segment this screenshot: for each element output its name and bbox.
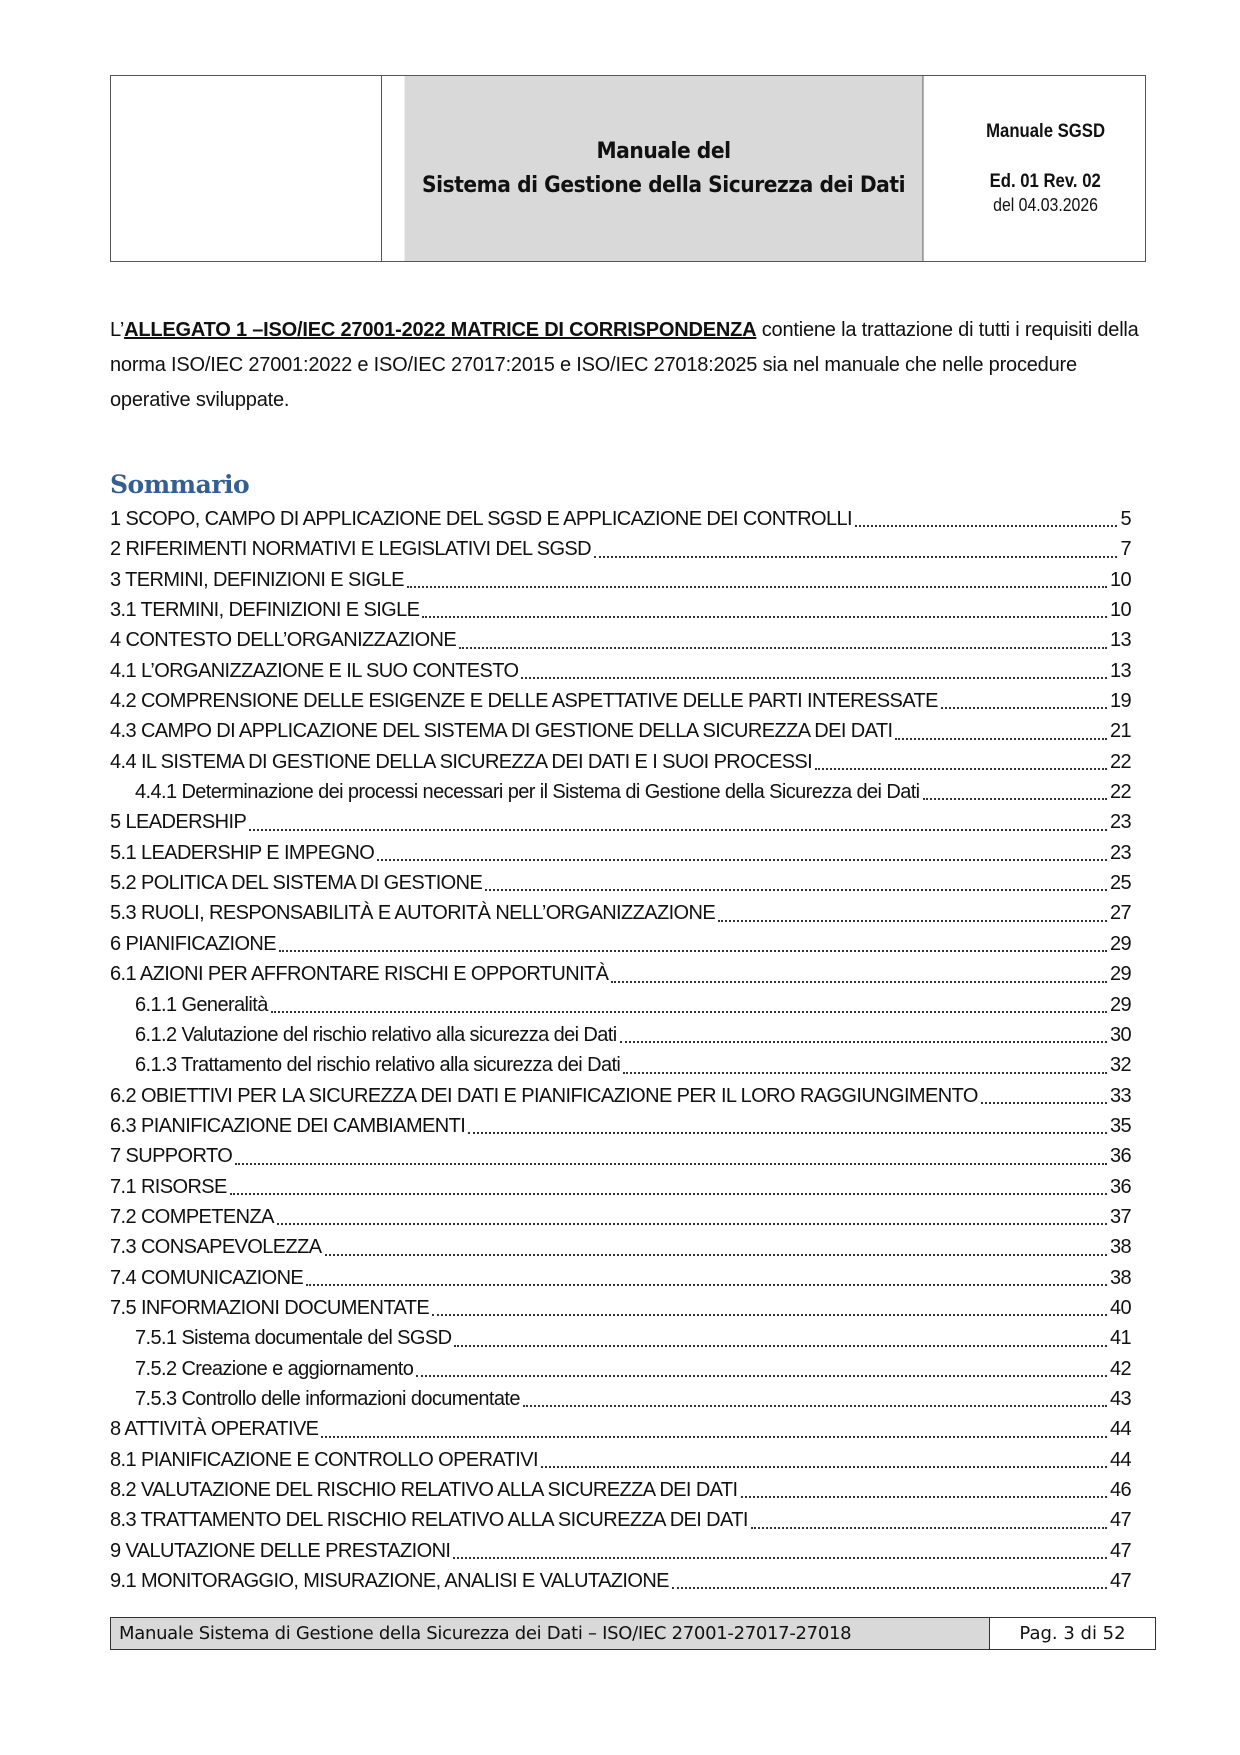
toc-entry[interactable]	[110, 1297, 1131, 1327]
table-of-contents	[110, 508, 1131, 1600]
toc-entry-title: 1 SCOPO, CAMPO DI APPLICAZIONE DEL SGSD E APPLICAZIONE DEI CONTROLLI	[110, 508, 852, 530]
toc-entry-page: 10	[1109, 568, 1131, 591]
toc-leader-dots	[432, 1314, 1107, 1316]
toc-entry[interactable]	[110, 751, 1131, 781]
toc-entry[interactable]	[110, 1085, 1131, 1115]
toc-entry[interactable]	[110, 1145, 1131, 1175]
toc-entry-title: 6.3 PIANIFICAZIONE DEI CAMBIAMENTI	[110, 1114, 466, 1137]
toc-entry-page: 10	[1109, 599, 1131, 622]
toc-entry-page: 25	[1109, 872, 1131, 895]
toc-entry[interactable]	[110, 872, 1131, 902]
toc-leader-dots	[271, 1011, 1107, 1013]
toc-entry-page: 47	[1109, 1509, 1131, 1532]
toc-leader-dots	[279, 950, 1107, 952]
toc-entry-page: 42	[1109, 1357, 1131, 1380]
toc-entry-page: 21	[1109, 720, 1131, 743]
toc-entry-title: 6.2 OBIETTIVI PER LA SICUREZZA DEI DATI E PIANIFICAZIONE PER IL LORO RAGGIUNGIMENTO	[110, 1084, 978, 1107]
toc-entry-page: 47	[1109, 1539, 1131, 1562]
toc-entry-title: 7.2 COMPETENZA	[110, 1205, 274, 1228]
toc-entry[interactable]	[110, 994, 1131, 1024]
toc-leader-dots	[941, 707, 1107, 709]
toc-leader-dots	[751, 1527, 1107, 1529]
toc-entry[interactable]	[110, 1540, 1131, 1570]
toc-heading: Sommario	[110, 470, 250, 499]
toc-entry-page: 27	[1109, 902, 1131, 925]
toc-entry-title: 8.3 TRATTAMENTO DEL RISCHIO RELATIVO ALLA SICUREZZA DEI DATI	[110, 1509, 748, 1532]
intro-text: contiene la trattazione di tutti i requisiti della norma ISO/IEC 27001:2022 e ISO/IEC 27017:2015 e ISO/IEC 27018:2025 sia nel manuale che nelle procedure operative sviluppate.	[110, 319, 1139, 411]
document-header-table	[110, 75, 1146, 262]
toc-entry-page: 40	[1109, 1296, 1131, 1319]
intro-prefix: L’	[110, 319, 125, 341]
toc-leader-dots	[416, 1375, 1107, 1377]
toc-leader-dots	[523, 1405, 1107, 1407]
toc-entry[interactable]	[110, 690, 1131, 720]
toc-leader-dots	[306, 1284, 1107, 1286]
toc-entry-title: 7.4 COMUNICAZIONE	[110, 1266, 304, 1289]
toc-leader-dots	[235, 1163, 1107, 1165]
toc-leader-dots	[521, 677, 1107, 679]
revision-date: del 04.03.2026	[993, 195, 1098, 215]
toc-leader-dots	[377, 859, 1107, 861]
toc-entry-page: 22	[1109, 750, 1131, 773]
toc-leader-dots	[453, 1557, 1107, 1559]
toc-entry[interactable]	[110, 1570, 1131, 1600]
toc-entry-title: 5 LEADERSHIP	[110, 811, 247, 834]
toc-entry[interactable]	[110, 781, 1131, 811]
toc-entry[interactable]	[110, 811, 1131, 841]
toc-leader-dots	[623, 1072, 1107, 1074]
toc-leader-dots	[468, 1132, 1107, 1134]
toc-entry-page: 30	[1109, 1023, 1131, 1046]
toc-entry[interactable]	[110, 599, 1131, 629]
toc-entry-title: 6.1.1 Generalità	[135, 993, 268, 1016]
toc-entry-title: 4.4 IL SISTEMA DI GESTIONE DELLA SICUREZZA DEI DATI E I SUOI PROCESSI	[110, 750, 813, 773]
page-footer	[110, 1617, 1156, 1650]
toc-entry-page: 5	[1120, 508, 1131, 530]
toc-entry-page: 35	[1109, 1114, 1131, 1137]
document-title-line1: Manuale del	[596, 138, 731, 164]
toc-entry-page: 36	[1109, 1175, 1131, 1198]
toc-entry-title: 7.5.1 Sistema documentale del SGSD	[135, 1327, 452, 1350]
toc-entry[interactable]	[110, 1327, 1131, 1357]
toc-leader-dots	[611, 981, 1107, 983]
toc-entry-page: 33	[1109, 1084, 1131, 1107]
toc-leader-dots	[541, 1466, 1107, 1468]
toc-entry-title: 6.1.2 Valutazione del rischio relativo alla sicurezza dei Dati	[135, 1023, 617, 1046]
toc-entry-page: 38	[1109, 1266, 1131, 1289]
toc-entry-title: 7.5 INFORMAZIONI DOCUMENTATE	[110, 1296, 430, 1319]
toc-entry-page: 29	[1109, 993, 1131, 1016]
toc-leader-dots	[325, 1254, 1107, 1256]
toc-entry-page: 41	[1109, 1327, 1131, 1350]
toc-entry-page: 13	[1109, 629, 1131, 652]
toc-entry-title: 6.1 AZIONI PER AFFRONTARE RISCHI E OPPORTUNITÀ	[110, 963, 609, 986]
toc-entry[interactable]	[110, 660, 1131, 690]
annex-reference-link[interactable]: ALLEGATO 1 –ISO/IEC 27001-2022 MATRICE DI CORRISPONDENZA	[124, 319, 757, 341]
toc-entry[interactable]	[110, 1388, 1131, 1418]
document-code: Manuale SGSD	[986, 121, 1105, 142]
toc-leader-dots	[594, 556, 1117, 558]
footer-page-number: Pag. 3 di 52	[1019, 1623, 1126, 1644]
toc-entry[interactable]	[110, 538, 1131, 568]
intro-paragraph	[110, 313, 1140, 418]
toc-entry-title: 6.1.3 Trattamento del rischio relativo alla sicurezza dei Dati	[135, 1054, 621, 1077]
toc-entry-page: 44	[1109, 1418, 1131, 1441]
toc-leader-dots	[741, 1496, 1107, 1498]
toc-entry-page: 38	[1109, 1236, 1131, 1259]
toc-entry-title: 4.4.1 Determinazione dei processi necessari per il Sistema di Gestione della Sicurezza dei Dati	[135, 781, 920, 804]
toc-entry-page: 29	[1109, 963, 1131, 986]
toc-entry-title: 4 CONTESTO DELL’ORGANIZZAZIONE	[110, 629, 457, 652]
toc-entry-page: 43	[1109, 1387, 1131, 1410]
toc-entry-title: 4.1 L’ORGANIZZAZIONE E IL SUO CONTESTO	[110, 659, 519, 682]
toc-entry-title: 8.1 PIANIFICAZIONE E CONTROLLO OPERATIVI	[110, 1448, 538, 1471]
toc-entry-page: 22	[1109, 781, 1131, 804]
toc-entry[interactable]	[110, 1267, 1131, 1297]
toc-entry-page: 7	[1120, 538, 1131, 561]
toc-leader-dots	[249, 829, 1107, 831]
toc-leader-dots	[485, 889, 1107, 891]
toc-entry-title: 7.5.2 Creazione e aggiornamento	[135, 1357, 414, 1380]
document-meta-cell	[946, 76, 1145, 261]
toc-entry[interactable]	[110, 1509, 1131, 1539]
toc-entry[interactable]	[110, 1206, 1131, 1236]
toc-entry-title: 5.1 LEADERSHIP E IMPEGNO	[110, 841, 375, 864]
toc-entry[interactable]	[110, 933, 1131, 963]
toc-entry[interactable]	[110, 629, 1131, 659]
toc-entry[interactable]	[110, 1449, 1131, 1479]
toc-entry-title: 9.1 MONITORAGGIO, MISURAZIONE, ANALISI E VALUTAZIONE	[110, 1570, 669, 1593]
toc-entry[interactable]	[110, 720, 1131, 750]
toc-entry[interactable]	[110, 1418, 1131, 1448]
toc-leader-dots	[407, 586, 1107, 588]
toc-entry[interactable]	[110, 508, 1131, 538]
toc-entry-title: 2 RIFERIMENTI NORMATIVI E LEGISLATIVI DEL SGSD	[110, 538, 592, 561]
toc-entry-page: 13	[1109, 659, 1131, 682]
toc-entry-title: 7.1 RISORSE	[110, 1175, 227, 1198]
toc-entry-title: 3.1 TERMINI, DEFINIZIONI E SIGLE	[110, 599, 420, 622]
edition-revision: Ed. 01 Rev. 02	[989, 171, 1102, 192]
toc-entry[interactable]	[110, 569, 1131, 599]
toc-entry-title: 4.3 CAMPO DI APPLICAZIONE DEL SISTEMA DI GESTIONE DELLA SICUREZZA DEI DATI	[110, 720, 893, 743]
toc-entry[interactable]	[110, 842, 1131, 872]
toc-leader-dots	[981, 1102, 1107, 1104]
toc-leader-dots	[895, 738, 1106, 740]
toc-entry-page: 23	[1109, 811, 1131, 834]
toc-entry[interactable]	[110, 1024, 1131, 1054]
toc-entry-title: 4.2 COMPRENSIONE DELLE ESIGENZE E DELLE ASPETTATIVE DELLE PARTI INTERESSATE	[110, 690, 938, 713]
toc-entry-title: 5.3 RUOLI, RESPONSABILITÀ E AUTORITÀ NELL’ORGANIZZAZIONE	[110, 902, 716, 925]
toc-leader-dots	[672, 1587, 1107, 1589]
toc-entry-title: 8.2 VALUTAZIONE DEL RISCHIO RELATIVO ALLA SICUREZZA DEI DATI	[110, 1479, 738, 1501]
toc-entry-title: 7 SUPPORTO	[110, 1145, 233, 1168]
toc-entry-page: 47	[1109, 1570, 1131, 1593]
toc-leader-dots	[422, 616, 1107, 618]
toc-entry-title: 6 PIANIFICAZIONE	[110, 932, 276, 955]
toc-entry-title: 5.2 POLITICA DEL SISTEMA DI GESTIONE	[110, 872, 483, 895]
toc-entry[interactable]	[110, 1115, 1131, 1145]
footer-document-label: Manuale Sistema di Gestione della Sicurezza dei Dati – ISO/IEC 27001-27017-27018	[111, 1618, 990, 1649]
toc-entry-page: 19	[1109, 690, 1131, 713]
toc-entry[interactable]	[110, 1054, 1131, 1084]
toc-leader-dots	[718, 920, 1107, 922]
toc-entry-title: 9 VALUTAZIONE DELLE PRESTAZIONI	[110, 1539, 451, 1562]
toc-entry-title: 3 TERMINI, DEFINIZIONI E SIGLE	[110, 568, 404, 591]
toc-leader-dots	[454, 1345, 1107, 1347]
toc-leader-dots	[620, 1041, 1107, 1043]
toc-entry[interactable]	[110, 1236, 1131, 1266]
toc-entry-page: 29	[1109, 932, 1131, 955]
toc-leader-dots	[459, 647, 1107, 649]
toc-leader-dots	[815, 768, 1107, 770]
toc-entry-page: 46	[1109, 1479, 1131, 1501]
toc-entry-title: 7.3 CONSAPEVOLEZZA	[110, 1236, 322, 1259]
toc-leader-dots	[923, 798, 1107, 800]
toc-leader-dots	[855, 525, 1117, 527]
toc-leader-dots	[321, 1436, 1107, 1438]
toc-entry[interactable]	[110, 1358, 1131, 1388]
toc-entry[interactable]	[110, 902, 1131, 932]
toc-entry[interactable]	[110, 1176, 1131, 1206]
toc-entry-page: 37	[1109, 1205, 1131, 1228]
document-title-cell	[405, 76, 924, 261]
toc-entry-title: 8 ATTIVITÀ OPERATIVE	[110, 1418, 319, 1441]
toc-leader-dots	[277, 1223, 1107, 1225]
toc-entry-title: 7.5.3 Controllo delle informazioni documentate	[135, 1387, 520, 1410]
toc-entry-page: 44	[1109, 1448, 1131, 1471]
toc-entry-page: 36	[1109, 1145, 1131, 1168]
document-title-line2: Sistema di Gestione della Sicurezza dei Dati	[422, 172, 906, 198]
toc-entry-page: 32	[1109, 1054, 1131, 1077]
toc-entry[interactable]	[110, 963, 1131, 993]
toc-entry-page: 23	[1109, 841, 1131, 864]
toc-leader-dots	[230, 1193, 1107, 1195]
logo-cell	[111, 76, 382, 261]
toc-entry[interactable]	[110, 1479, 1131, 1509]
